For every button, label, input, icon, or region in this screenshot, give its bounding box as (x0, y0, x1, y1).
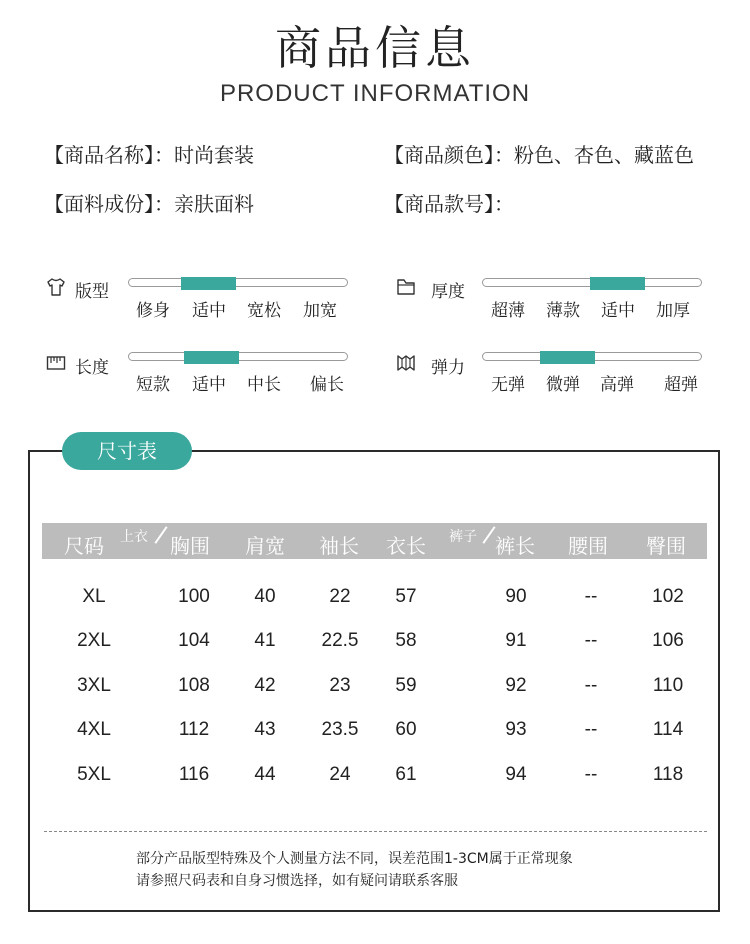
cell-size: 2XL (77, 630, 111, 651)
product-color: 【商品颜色】：粉色、杏色、藏蓝色 (384, 143, 694, 167)
cell-length: 59 (395, 675, 417, 696)
cell-waist: -- (584, 719, 598, 740)
fit-option: 宽松 (247, 301, 281, 321)
header-length: 衣长 (386, 534, 426, 558)
fit-option: 修身 (136, 301, 170, 321)
fit-option: 适中 (192, 301, 226, 321)
shirt-icon (46, 277, 66, 297)
product-name: 【商品名称】：时尚套装 (44, 143, 254, 167)
note-line: 部分产品版型特殊及个人测量方法不同，误差范围1-3CM属于正常现象 (136, 851, 573, 867)
product-fabric: 【面料成份】：亲肤面料 (44, 192, 254, 216)
page-subtitle: PRODUCT INFORMATION (219, 80, 531, 107)
cell-shoulder: 40 (254, 586, 276, 607)
cell-shoulder: 42 (254, 675, 276, 696)
cell-chest: 104 (178, 630, 210, 651)
header-waist: 腰围 (568, 534, 608, 558)
elasticity-slider-track (482, 352, 702, 361)
cell-length: 61 (395, 764, 417, 785)
attribute-label: 版型 (75, 282, 109, 302)
cell-shoulder: 41 (254, 630, 276, 651)
elasticity-option: 超弹 (664, 375, 698, 395)
thickness-slider-track (482, 278, 702, 287)
cell-pants-length: 90 (505, 586, 527, 607)
elasticity-slider-fill (540, 351, 595, 364)
cell-sleeve: 22 (329, 586, 351, 607)
header-hip: 臀围 (646, 534, 686, 558)
cell-hip: 118 (652, 764, 684, 785)
cell-length: 60 (395, 719, 417, 740)
cell-sleeve: 22.5 (321, 630, 359, 651)
cell-waist: -- (584, 630, 598, 651)
product-model: 【商品款号】： (384, 192, 514, 216)
cell-waist: -- (584, 764, 598, 785)
page-title: 商品信息 (275, 21, 475, 75)
stretch-icon (396, 353, 416, 373)
fit-slider-fill (181, 277, 236, 290)
elasticity-option: 无弹 (491, 375, 525, 395)
fit-slider-track (128, 278, 348, 287)
cell-pants-length: 92 (505, 675, 527, 696)
cell-waist: -- (584, 675, 598, 696)
box-icon (396, 277, 416, 297)
thickness-option: 加厚 (656, 301, 690, 321)
cell-hip: 110 (652, 675, 684, 696)
header-shoulder: 肩宽 (245, 534, 285, 558)
length-slider-fill (184, 351, 239, 364)
cell-sleeve: 23.5 (321, 719, 359, 740)
cell-length: 58 (395, 630, 417, 651)
length-option: 短款 (136, 375, 170, 395)
thickness-option: 适中 (601, 301, 635, 321)
table-divider (44, 831, 707, 832)
cell-chest: 108 (178, 675, 210, 696)
ruler-icon (46, 353, 66, 373)
cell-hip: 114 (652, 719, 684, 740)
cell-chest: 100 (178, 586, 210, 607)
cell-shoulder: 43 (254, 719, 276, 740)
cell-size: 3XL (77, 675, 111, 696)
cell-shoulder: 44 (254, 764, 276, 785)
attribute-label: 长度 (75, 358, 109, 378)
length-slider-track (128, 352, 348, 361)
size-table-title: 尺寸表 (62, 432, 192, 470)
fit-option: 加宽 (303, 301, 337, 321)
cell-chest: 112 (178, 719, 210, 740)
cell-pants-length: 93 (505, 719, 527, 740)
header-top-group: 上衣 (120, 529, 148, 545)
cell-pants-length: 91 (505, 630, 527, 651)
cell-size: 5XL (77, 764, 111, 785)
cell-hip: 106 (652, 630, 684, 651)
cell-waist: -- (584, 586, 598, 607)
elasticity-option: 微弹 (546, 375, 580, 395)
header-pants-length: 裤长 (495, 534, 535, 558)
note-line: 请参照尺码表和自身习惯选择，如有疑问请联系客服 (136, 873, 458, 889)
header-sleeve: 袖长 (319, 534, 359, 558)
attribute-label: 弹力 (431, 358, 465, 378)
cell-size: 4XL (77, 719, 111, 740)
cell-sleeve: 24 (329, 764, 351, 785)
cell-chest: 116 (178, 764, 210, 785)
header-pants-group: 裤子 (449, 529, 477, 545)
header-size: 尺码 (64, 534, 104, 558)
thickness-option: 超薄 (491, 301, 525, 321)
cell-hip: 102 (652, 586, 684, 607)
cell-length: 57 (395, 586, 417, 607)
thickness-option: 薄款 (546, 301, 580, 321)
elasticity-option: 高弹 (600, 375, 634, 395)
length-option: 偏长 (310, 375, 344, 395)
header-chest: 胸围 (170, 534, 210, 558)
length-option: 中长 (247, 375, 281, 395)
size-table-frame (28, 450, 720, 912)
cell-sleeve: 23 (329, 675, 351, 696)
thickness-slider-fill (590, 277, 645, 290)
length-option: 适中 (192, 375, 226, 395)
attribute-label: 厚度 (431, 282, 465, 302)
cell-size: XL (82, 586, 106, 607)
cell-pants-length: 94 (505, 764, 527, 785)
